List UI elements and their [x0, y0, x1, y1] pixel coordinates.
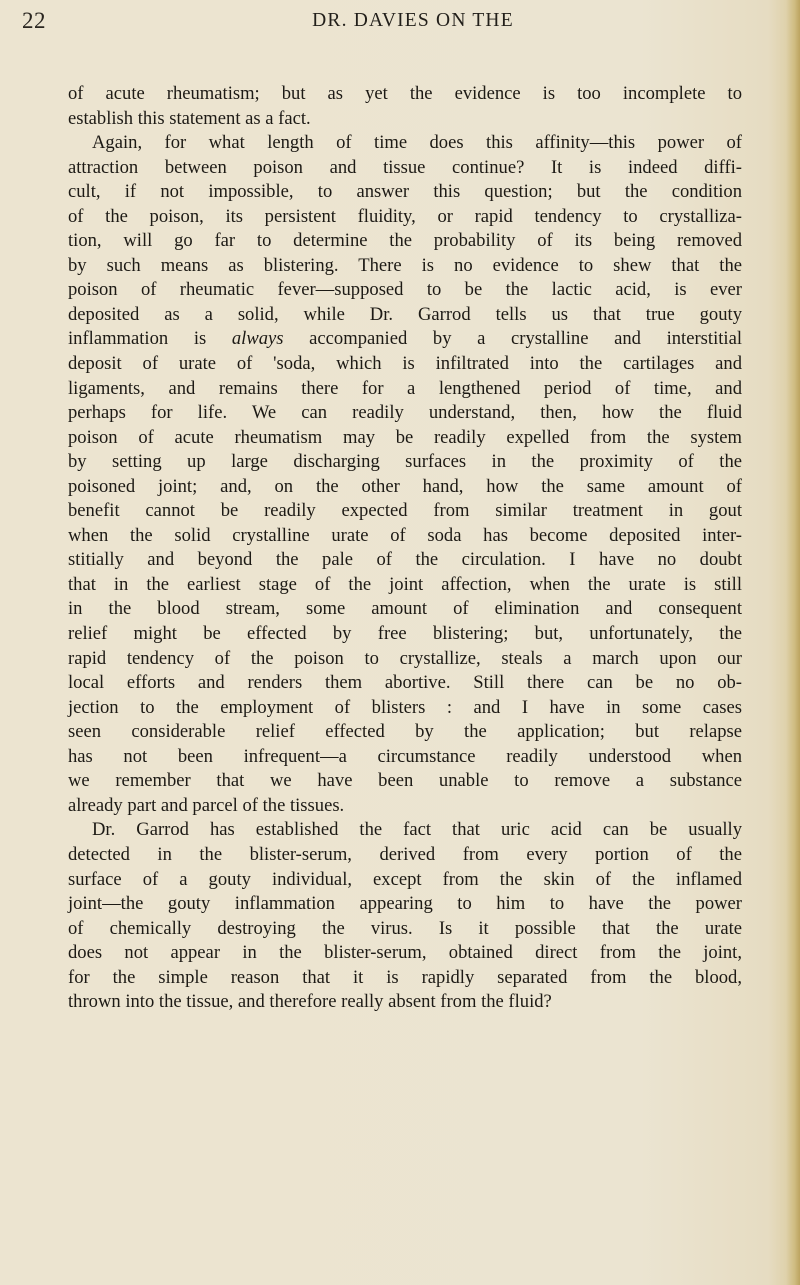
text-fragment: inflammation is — [68, 328, 207, 350]
text-line: of the poison, its persistent fluidity, or rapid tendency to crystalliza- — [68, 205, 742, 227]
text-line: relief might be effected by free blistering; but, unfortunately, the — [68, 623, 742, 645]
text-line: attraction between poison and tissue continue? It is indeed diffi- — [68, 156, 742, 178]
paragraph-start-line: Dr. Garrod has established the fact that uric acid can be usually — [92, 819, 742, 841]
text-line: ligaments, and remains there for a lengthened period of time, and — [68, 377, 742, 399]
text-line: local efforts and renders them abortive. Still there can be no ob- — [68, 672, 742, 694]
text-line: has not been infrequent—a circumstance readily understood when — [68, 745, 742, 767]
text-line: cult, if not impossible, to answer this question; but the condition — [68, 181, 742, 203]
text-fragment: accompanied by a crystalline and interstitial — [309, 328, 742, 350]
text-line: benefit cannot be readily expected from similar treatment in gout — [68, 500, 742, 522]
text-line: that in the earliest stage of the joint affection, when the urate is still — [68, 573, 742, 595]
text-line: in the blood stream, some amount of elimination and consequent — [68, 598, 742, 620]
text-line: thrown into the tissue, and therefore really absent from the fluid? — [68, 991, 552, 1013]
text-line: surface of a gouty individual, except from the skin of the inflamed — [68, 868, 742, 890]
text-line: deposited as a solid, while Dr. Garrod tells us that true gouty — [68, 303, 742, 325]
text-line: tion, will go far to determine the probability of its being removed — [68, 230, 742, 252]
text-line: establish this statement as a fact. — [68, 107, 311, 129]
text-line: stitially and beyond the pale of the circulation. I have no doubt — [68, 549, 742, 571]
body-text — [68, 82, 742, 1015]
text-line: poison of rheumatic fever—supposed to be the lactic acid, is ever — [68, 279, 742, 301]
text-line-with-italic — [68, 327, 742, 352]
text-line: detected in the blister-serum, derived from every portion of the — [68, 843, 742, 865]
text-line: poison of acute rheumatism may be readily expelled from the system — [68, 426, 742, 448]
running-head: DR. DAVIES ON THE — [312, 10, 514, 31]
paragraph-start-line: Again, for what length of time does this affinity—this power of — [92, 132, 742, 154]
text-line: for the simple reason that it is rapidly separated from the blood, — [68, 966, 742, 988]
text-line: does not appear in the blister-serum, obtained direct from the joint, — [68, 942, 742, 964]
text-line: deposit of urate of 'soda, which is infiltrated into the cartilages and — [68, 353, 742, 375]
italic-emphasis: always — [231, 328, 284, 350]
page-number: 22 — [22, 8, 46, 33]
text-line: of acute rheumatism; but as yet the evidence is too incomplete to — [68, 83, 742, 104]
text-line: already part and parcel of the tissues. — [68, 794, 345, 816]
page-edge-shadow — [786, 0, 800, 1285]
text-line: rapid tendency of the poison to crystallize, steals a march upon our — [68, 647, 742, 669]
text-line: by setting up large discharging surfaces in the proximity of the — [68, 451, 742, 473]
text-line: perhaps for life. We can readily understand, then, how the fluid — [68, 402, 742, 424]
page-header — [22, 8, 764, 48]
text-line: joint—the gouty inflammation appearing to him to have the power — [68, 893, 742, 915]
text-line: poisoned joint; and, on the other hand, how the same amount of — [68, 475, 742, 497]
text-line: jection to the employment of blisters : and I have in some cases — [68, 696, 742, 718]
text-line: seen considerable relief effected by the application; but relapse — [68, 721, 742, 743]
text-line: we remember that we have been unable to remove a substance — [68, 770, 742, 792]
text-line: of chemically destroying the virus. Is it possible that the urate — [68, 917, 742, 939]
text-line: when the solid crystalline urate of soda has become deposited inter- — [68, 524, 742, 546]
text-line: by such means as blistering. There is no evidence to shew that the — [68, 254, 742, 276]
